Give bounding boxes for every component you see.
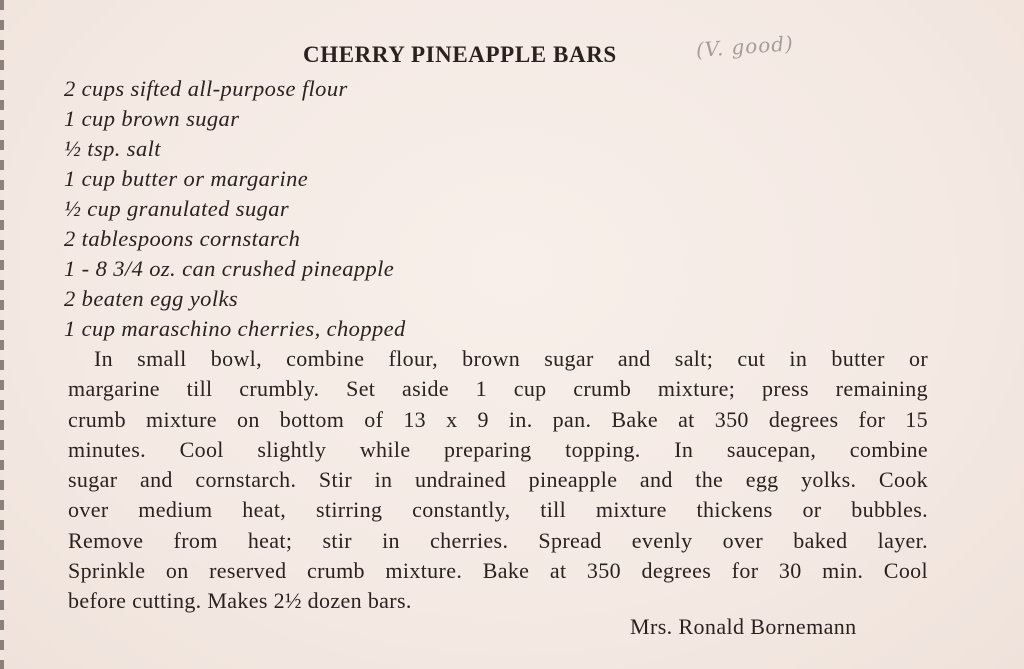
title-row — [0, 31, 1024, 74]
ingredient-item: 2 cups sifted all-purpose flour — [64, 76, 348, 101]
directions-line: minutes. Cool slightly while preparing topping. In saucepan, combine — [68, 436, 928, 462]
ingredient-item: 1 cup maraschino cherries, chopped — [64, 316, 406, 341]
ingredient-item: 1 cup brown sugar — [64, 106, 240, 131]
ingredient-item: 1 - 8 3/4 oz. can crushed pineapple — [64, 256, 395, 281]
directions-line: sugar and cornstarch. Stir in undrained pineapple and the egg yolks. Cook — [68, 467, 928, 493]
directions-line: In small bowl, combine flour, brown sugar and salt; cut in butter or — [94, 346, 928, 371]
binding-edge — [0, 0, 4, 669]
ingredient-item: ½ cup granulated sugar — [64, 196, 290, 221]
directions-line: Remove from heat; stir in cherries. Spread evenly over baked layer. — [68, 527, 928, 553]
ingredient-item: 2 tablespoons cornstarch — [64, 226, 301, 251]
directions-line: over medium heat, stirring constantly, till mixture thickens or bubbles. — [68, 497, 928, 523]
contributor-name: Mrs. Ronald Bornemann — [630, 614, 857, 639]
ingredient-item: 1 cup butter or margarine — [64, 166, 309, 191]
directions-line: Sprinkle on reserved crumb mixture. Bake at 350 degrees for 30 min. Cool — [68, 558, 928, 584]
directions-line: crumb mixture on bottom of 13 x 9 in. pan. Bake at 350 degrees for 15 — [68, 406, 928, 432]
handwritten-note: (V. good) — [695, 31, 795, 62]
directions-line: before cutting. Makes 2½ dozen bars. — [68, 588, 412, 614]
ingredient-item: 2 beaten egg yolks — [64, 286, 239, 311]
ingredient-item: ½ tsp. salt — [64, 136, 161, 161]
directions-line: margarine till crumbly. Set aside 1 cup crumb mixture; press remaining — [68, 376, 928, 402]
recipe-title: CHERRY PINEAPPLE BARS — [303, 42, 617, 67]
ingredient-list — [64, 74, 406, 344]
directions-paragraph — [68, 344, 928, 617]
